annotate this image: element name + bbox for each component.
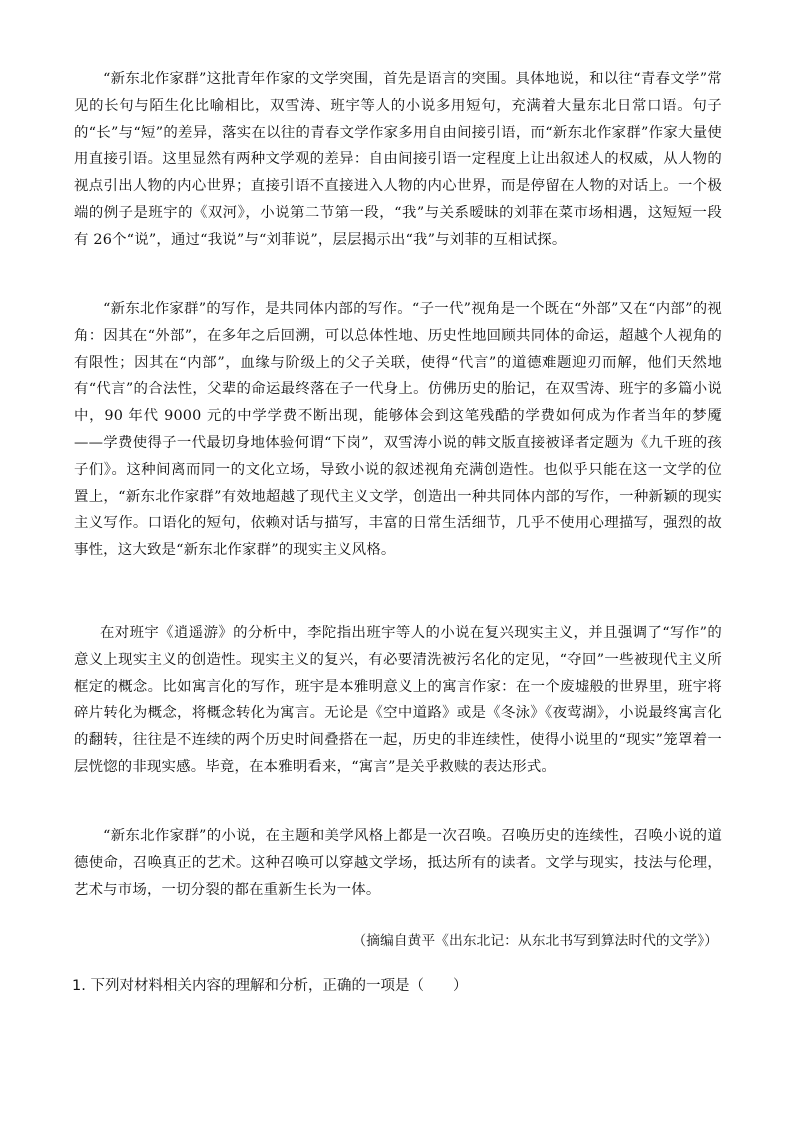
paragraph-3: 在对班宇《逍遥游》的分析中，李陀指出班宇等人的小说在复兴现实主义，并且强调了“写作”的意义上现实主义的创造性。现实主义的复兴，有必要清洗被污名化的定见，“夺回”一些被现代主义所框定的概念。比如寓言化的写作，班宇是本雅明意义上的寓言作家：在一个废墟般的世界里，班宇将碎片转化为概念，将概念转化为寓言。无论是《空中道路》或是《冬泳》《夜莺湖》，小说最终寓言化的翻转，往往是不连续的两个历史时间叠搭在一起，历史的非连续性，使得小说里的“现实”笼罩着一层恍惚的非现实感。毕竟，在本雅明看来，“寓言”是关乎救赎的表达形式。	[74, 625, 722, 775]
paragraph-1: “新东北作家群”这批青年作家的文学突围，首先是语言的突围。具体地说，和以往“青春文学”常见的长句与陌生化比喻相比，双雪涛、班宇等人的小说多用短句，充满着大量东北日常口语。句子的“长”与“短”的差异，落实在以往的青春文学作家多用自由间接引语，而“新东北作家群”作家大量使用直接引语。这里显然有两种文学观的差异：自由间接引语一定程度上让出叙述人的权威，从人物的视点引出人物的内心世界；直接引语不直接进入人物的内心世界，而是停留在人物的对话上。一个极端的例子是班宇的《双河》，小说第二节第一段，“我”与关系暧昧的刘菲在菜市场相遇，这短短一段有 26个“说”，通过“我说”与“刘菲说”，层层揭示出“我”与刘菲的互相试探。	[74, 71, 722, 248]
question-1: 1. 下列对材料相关内容的理解和分析，正确的一项是（ ）	[72, 978, 468, 994]
paragraph-2: “新东北作家群”的写作，是共同体内部的写作。“子一代”视角是一个既在“外部”又在“内部”的视角：因其在“外部”，在多年之后回溯，可以总体性地、历史性地回顾共同体的命运，超越个人视角的有限性；因其在“内部”，血缘与阶级上的父子关联，使得“代言”的道德难题迎刃而解，他们天然地有“代言”的合法性，父辈的命运最终落在子一代身上。仿佛历史的胎记，在双雪涛、班宇的多篇小说中，90 年代 9000 元的中学学费不断出现，能够体会到这笔残酷的学费如何成为作者当年的梦魇——学费使得子一代最切身地体验何谓“下岗”，双雪涛小说的韩文版直接被译者定题为《九千班的孩子们》。这种间离而同一的文化立场，导致小说的叙述视角充满创造性。也似乎只能在这一文学的位置上，“新东北作家群”有效地超越了现代主义文学，创造出一种共同体内部的写作，一种新颖的现实主义写作。口语化的短句，依赖对话与描写，丰富的日常生活细节，几乎不使用心理描写，强烈的故事性，这大致是“新东北作家群”的现实主义风格。	[74, 301, 722, 559]
paragraph-4: “新东北作家群”的小说，在主题和美学风格上都是一次召唤。召唤历史的连续性，召唤小说的道德使命，召唤真正的艺术。这种召唤可以穿越文学场，抵达所有的读者。文学与现实，技法与伦理，艺术与市场，一切分裂的都在重新生长为一体。	[74, 828, 722, 898]
source-citation: （摘编自黄平《出东北记：从东北书写到算法时代的文学》）	[352, 933, 718, 949]
